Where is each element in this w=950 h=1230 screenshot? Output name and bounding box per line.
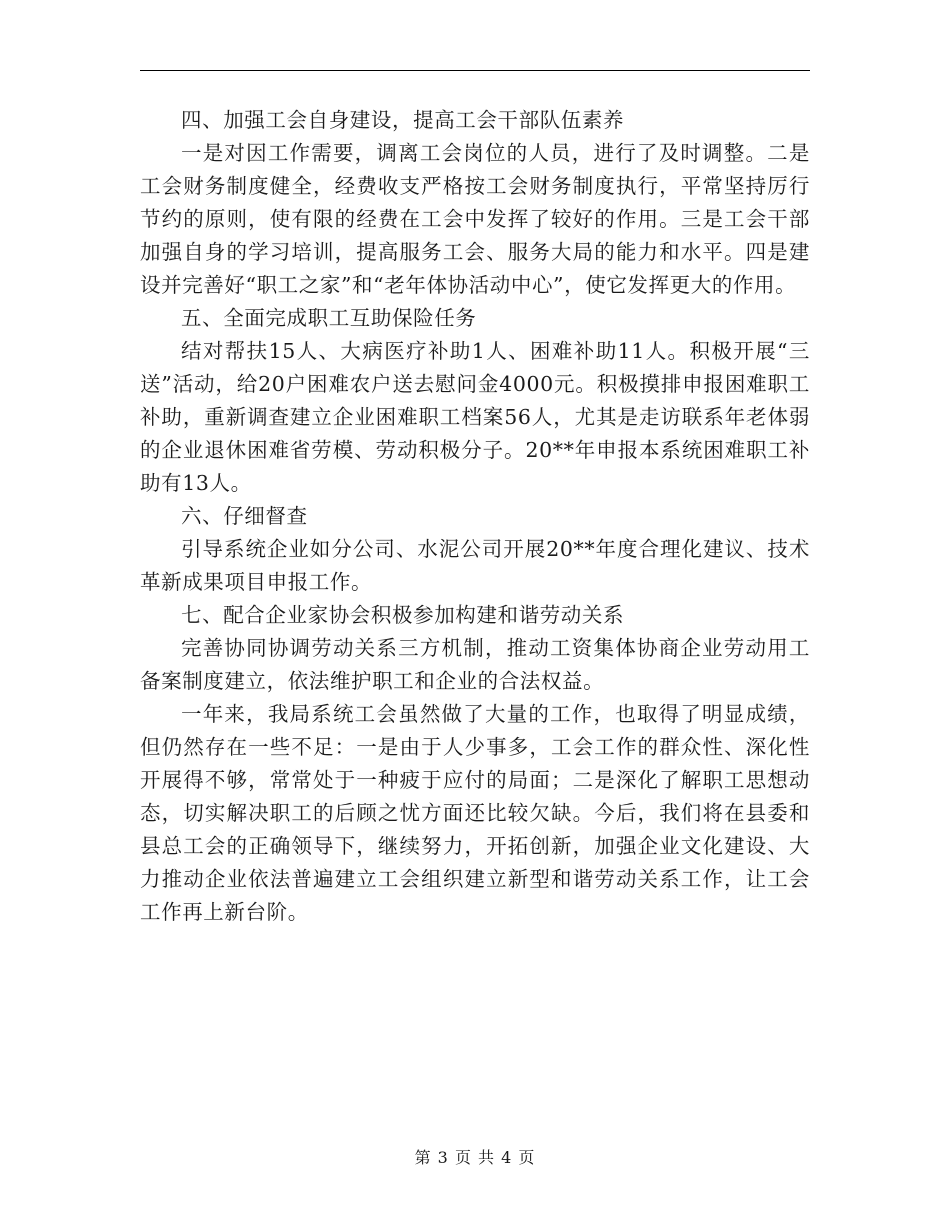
section-heading-5: 五、全面完成职工互助保险任务 — [181, 306, 477, 330]
paragraph: 一年来，我局系统工会虽然做了大量的工作，也取得了明显成绩，但仍然存在一些不足：一是由于人少事多，工会工作的群众性、深化性开展得不够，常常处于一种疲于应付的局面；二是深化了解职工思想动态，切实解决职工的后顾之忧方面还比较欠缺。今后，我们将在县委和县总工会的正确领导下，继续努力，开拓创新，加强企业文化建设、大力推动企业依法普遍建立工会组织建立新型和谐劳动关系工作，让工会工作再上新台阶。 — [140, 702, 810, 924]
section-heading-6: 六、仔细督查 — [181, 504, 308, 528]
header-rule — [140, 70, 810, 71]
paragraph: 一是对因工作需要，调离工会岗位的人员，进行了及时调整。二是工会财务制度健全，经费收支严格按工会财务制度执行，平常坚持厉行节约的原则，使有限的经费在工会中发挥了较好的作用。三是工会干部加强自身的学习培训，提高服务工会、服务大局的能力和水平。四是建设并完善好“职工之家”和“老年体协活动中心”，使它发挥更大的作用。 — [140, 141, 810, 297]
section-heading-4: 四、加强工会自身建设，提高工会干部队伍素养 — [181, 108, 625, 132]
section-heading-7: 七、配合企业家协会积极参加构建和谐劳动关系 — [181, 603, 625, 627]
paragraph: 引导系统企业如分公司、水泥公司开展20**年度合理化建议、技术革新成果项目申报工作。 — [140, 537, 810, 594]
paragraph: 结对帮扶15人、大病医疗补助1人、困难补助11人。积极开展“三送”活动，给20户困难农户送去慰问金4000元。积极摸排申报困难职工补助，重新调查建立企业困难职工档案56人，尤其是走访联系年老体弱的企业退休困难省劳模、劳动积极分子。20**年申报本系统困难职工补助有13人。 — [140, 339, 810, 495]
document-body — [140, 104, 810, 929]
page-footer: 第 3 页 共 4 页 — [414, 1148, 536, 1167]
paragraph: 完善协同协调劳动关系三方机制，推动工资集体协商企业劳动用工备案制度建立，依法维护职工和企业的合法权益。 — [140, 636, 810, 693]
